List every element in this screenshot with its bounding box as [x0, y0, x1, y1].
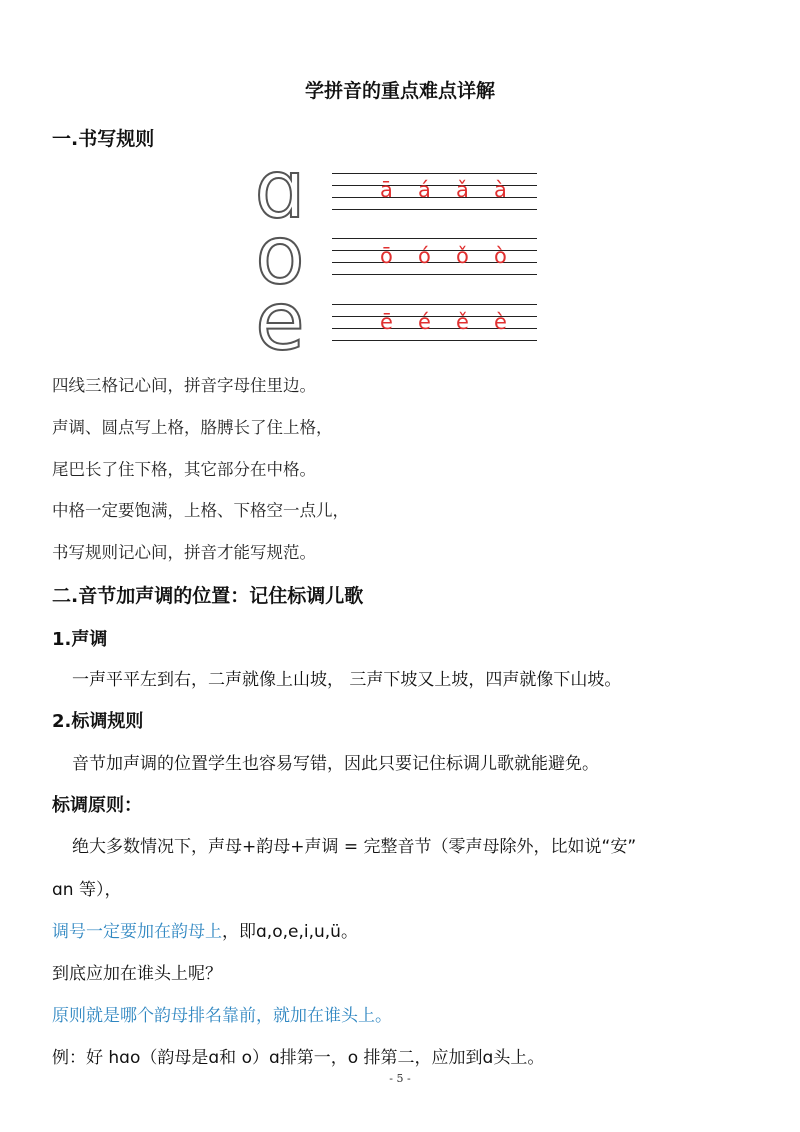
tone-mark: ō — [380, 244, 393, 268]
tone-mark: ǎ — [456, 178, 469, 202]
page-title: 学拼音的重点难点详解 — [304, 80, 495, 102]
tone-mark: ā — [380, 178, 393, 202]
big-letter-o: o — [255, 209, 305, 302]
rhyme-line: 中格一定要饱满，上格、下格空一点儿， — [52, 501, 349, 520]
tone-mark: à — [494, 178, 507, 202]
sub2-heading: 2.标调规则 — [52, 711, 144, 732]
tone-mark: á — [418, 178, 431, 202]
tone-mark: é — [418, 310, 431, 334]
big-letter-a: ɑ — [254, 143, 306, 236]
rule-line — [52, 917, 358, 942]
tone-mark: ē — [380, 310, 393, 334]
big-letter-e: e — [255, 275, 305, 368]
four-line-grid-figure — [250, 143, 550, 368]
tone-mark: ó — [418, 244, 431, 268]
page-number: - 5 - — [389, 1072, 411, 1085]
principle-heading: 标调原则： — [52, 795, 142, 816]
highlight-rule: 调号一定要加在韵母上 — [52, 922, 222, 942]
rhyme-line: 四线三格记心间，拼音字母住里边。 — [52, 376, 316, 395]
vowel-list: ，即ɑ,o,e,i,u,ü。 — [222, 922, 358, 942]
tone-row-o — [332, 244, 537, 268]
example-text: 例：好 hɑo（韵母是ɑ和 o）ɑ排第一，o 排第二，应加到ɑ头上。 — [52, 1048, 545, 1068]
tone-row-e — [332, 310, 537, 334]
section2-heading: 二.音节加声调的位置：记住标调儿歌 — [52, 585, 364, 607]
rhyme-line: 尾巴长了住下格，其它部分在中格。 — [52, 460, 316, 479]
sub1-text: 一声平平左到右，二声就像上山坡， 三声下坡又上坡，四声就像下山坡。 — [72, 670, 622, 690]
principle-text-1: 绝大多数情况下，声母+韵母+声调 = 完整音节（零声母除外，比如说“安” — [72, 837, 637, 857]
highlight-principle: 原则就是哪个韵母排名靠前，就加在谁头上。 — [52, 1006, 392, 1026]
rhyme-line: 声调、圆点写上格，胳膊长了住上格， — [52, 418, 333, 437]
tone-mark: ǒ — [456, 244, 469, 268]
tone-mark: ò — [494, 244, 507, 268]
rhyme-line: 书写规则记心间，拼音才能写规范。 — [52, 543, 316, 562]
sub2-text: 音节加声调的位置学生也容易写错，因此只要记住标调儿歌就能避免。 — [72, 754, 599, 774]
section1-heading: 一.书写规则 — [52, 128, 155, 150]
tone-mark: ě — [456, 310, 469, 334]
principle-text-2: ɑn 等）， — [52, 880, 122, 900]
tone-mark: è — [494, 310, 507, 334]
sub1-heading: 1.声调 — [52, 629, 108, 650]
question-text: 到底应加在谁头上呢？ — [52, 964, 222, 984]
tone-row-a — [332, 178, 537, 202]
